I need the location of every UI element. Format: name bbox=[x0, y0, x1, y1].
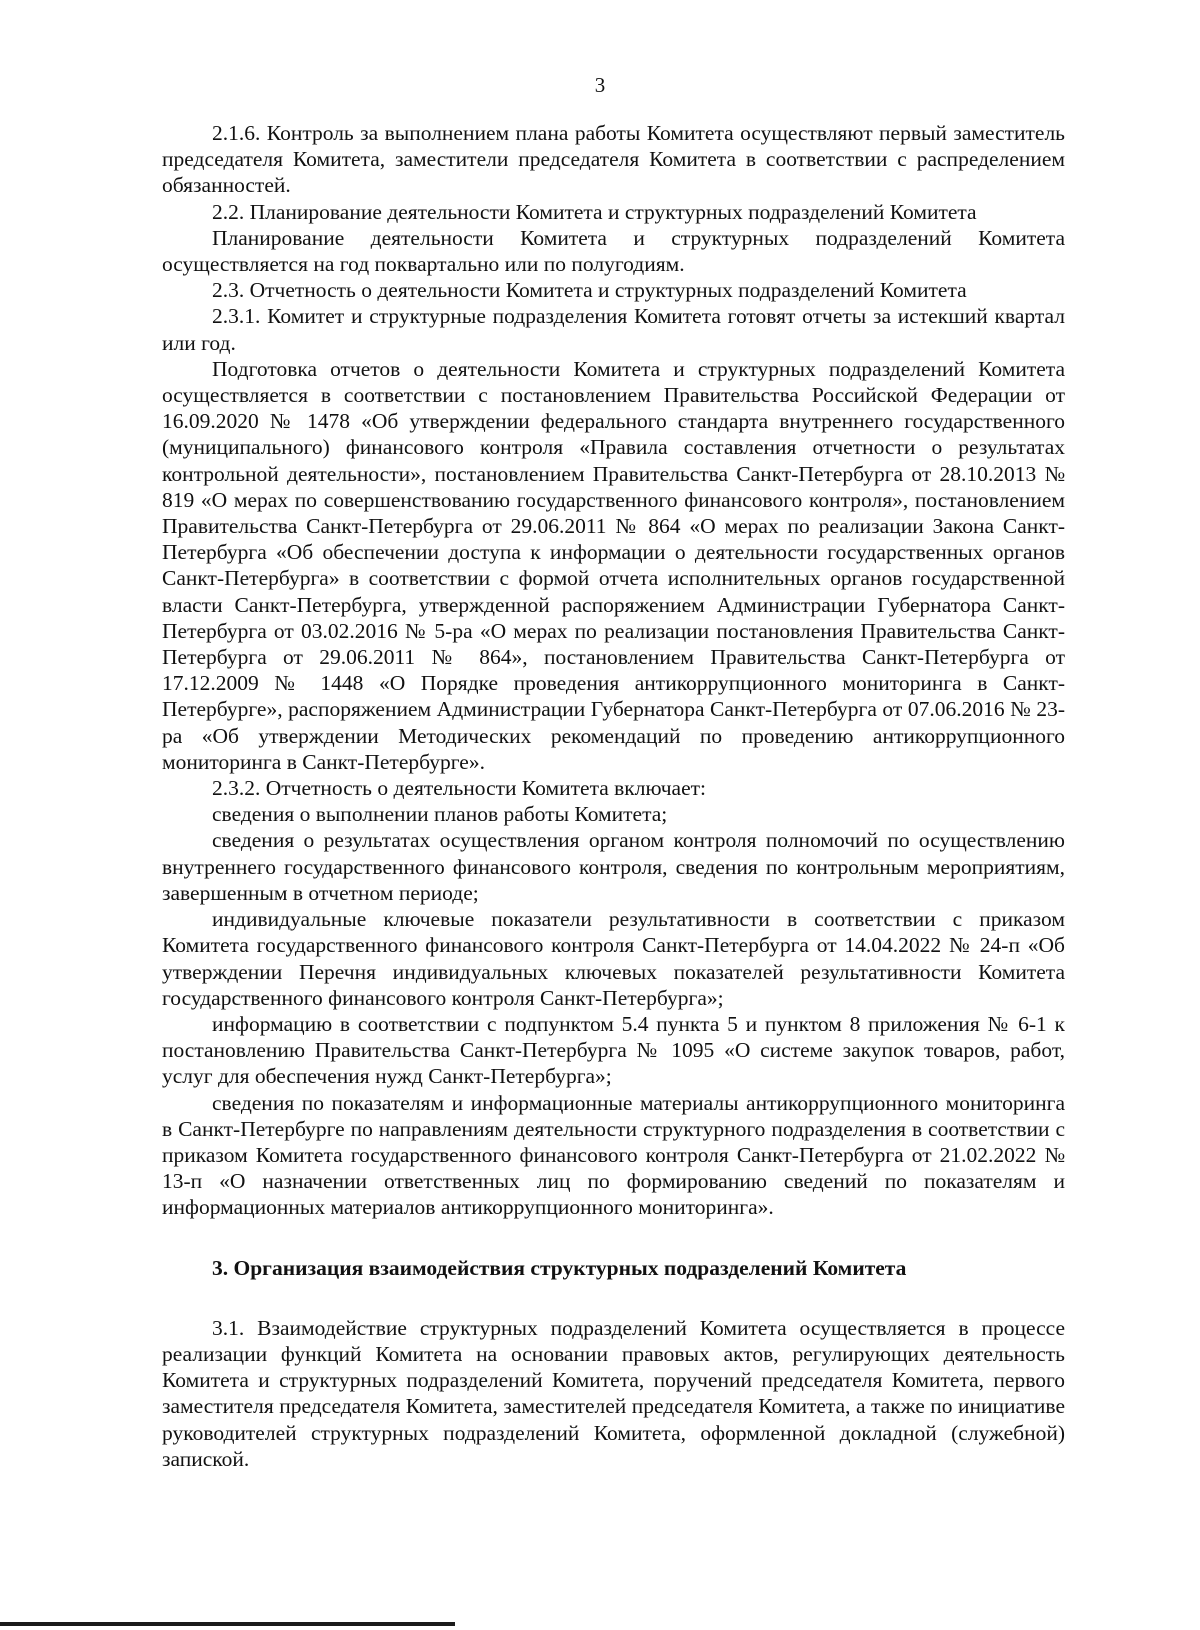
list-item-key-indicators: индивидуальные ключевые показатели результативности в соответствии с приказом Комитета государственного финансового контроля Санкт-Петербурга от 14.04.2022 № 24-п «Об утверждении Перечня индивидуальных ключевых показателей результативности Комитета государственного финансового контроля Санкт-Петербурга»; bbox=[162, 907, 1065, 1010]
paragraph-2-2-title: 2.2. Планирование деятельности Комитета и структурных подразделений Комитета bbox=[212, 199, 977, 224]
paragraph-reports-preparation: Подготовка отчетов о деятельности Комитета и структурных подразделений Комитета осуществляется в соответствии с постановлением Правительства Российской Федерации от 16.09.2020 № 1478 «Об утверждении федерального стандарта внутреннего государственного (муниципального) финансового контроля «Правила составления отчетности о результатах контрольной деятельности», постановлением Правительства Санкт-Петербурга от 28.10.2013 № 819 «О мерах по совершенствованию государственного финансового контроля», постановлением Правительства Санкт-Петербурга от 29.06.2011 № 864 «О мерах по реализации Закона Санкт-Петербурга «Об обеспечении доступа к информации о деятельности государственных органов Санкт-Петербурга» в соответствии с формой отчета исполнительных органов государственной власти Санкт-Петербурга, утвержденной распоряжением Администрации Губернатора Санкт-Петербурга от 03.02.2016 № 5-ра «О мерах по реализации постановления Правительства Санкт-Петербурга от 29.06.2011 № 864», постановлением Правительства Санкт-Петербурга от 17.12.2009 № 1448 «О Порядке проведения антикоррупционного мониторинга в Санкт-Петербурге», распоряжением Администрации Губернатора Санкт-Петербурга от 07.06.2016 № 23-ра «Об утверждении Методических рекомендаций по проведению антикоррупционного мониторинга в Санкт-Петербурге». bbox=[162, 356, 1065, 774]
section-heading-3: 3. Организация взаимодействия структурных подразделений Комитета bbox=[212, 1255, 907, 1280]
list-item-procurement-info: информацию в соответствии с подпунктом 5.4 пункта 5 и пунктом 8 приложения № 6-1 к постановлению Правительства Санкт-Петербурга № 1095 «О системе закупок товаров, работ, услуг для обеспечения нужд Санкт-Петербурга»; bbox=[162, 1011, 1065, 1089]
bottom-scan-rule bbox=[0, 1622, 455, 1626]
document-body bbox=[162, 120, 1065, 1472]
list-item-plans: сведения о выполнении планов работы Комитета; bbox=[212, 802, 668, 827]
paragraph-3-1: 3.1. Взаимодействие структурных подразделений Комитета осуществляется в процессе реализации функций Комитета на основании правовых актов, регулирующих деятельность Комитета и структурных подразделений Комитета, поручений председателя Комитета, первого заместителя председателя Комитета, заместителей председателя Комитета, а также по инициативе руководителей структурных подразделений Комитета, оформленной докладной (служебной) запиской. bbox=[162, 1315, 1065, 1471]
list-item-anticorruption: сведения по показателям и информационные материалы антикоррупционного мониторинга в Санкт-Петербурге по направлениям деятельности структурного подразделения в соответствии с приказом Комитета государственного финансового контроля Санкт-Петербурга от 21.02.2022 № 13-п «О назначении ответственных лиц по формированию сведений по показателям и информационных материалов антикоррупционного мониторинга». bbox=[162, 1090, 1065, 1220]
paragraph-2-1-6: 2.1.6. Контроль за выполнением плана работы Комитета осуществляют первый заместитель председателя Комитета, заместители председателя Комитета в соответствии с распределением обязанностей. bbox=[162, 121, 1065, 198]
paragraph-2-3-2: 2.3.2. Отчетность о деятельности Комитета включает: bbox=[212, 776, 706, 801]
page-number: 3 bbox=[594, 73, 606, 97]
paragraph-planning: Планирование деятельности Комитета и структурных подразделений Комитета осуществляется на год поквартально или по полугодиям. bbox=[162, 225, 1065, 277]
paragraph-2-3-title: 2.3. Отчетность о деятельности Комитета и структурных подразделений Комитета bbox=[212, 278, 967, 303]
paragraph-2-3-1: 2.3.1. Комитет и структурные подразделения Комитета готовят отчеты за истекший квартал или год. bbox=[162, 304, 1065, 355]
list-item-control-results: сведения о результатах осуществления органом контроля полномочий по осуществлению внутреннего государственного финансового контроля, сведения по контрольным мероприятиям, завершенным в отчетном периоде; bbox=[162, 828, 1065, 905]
